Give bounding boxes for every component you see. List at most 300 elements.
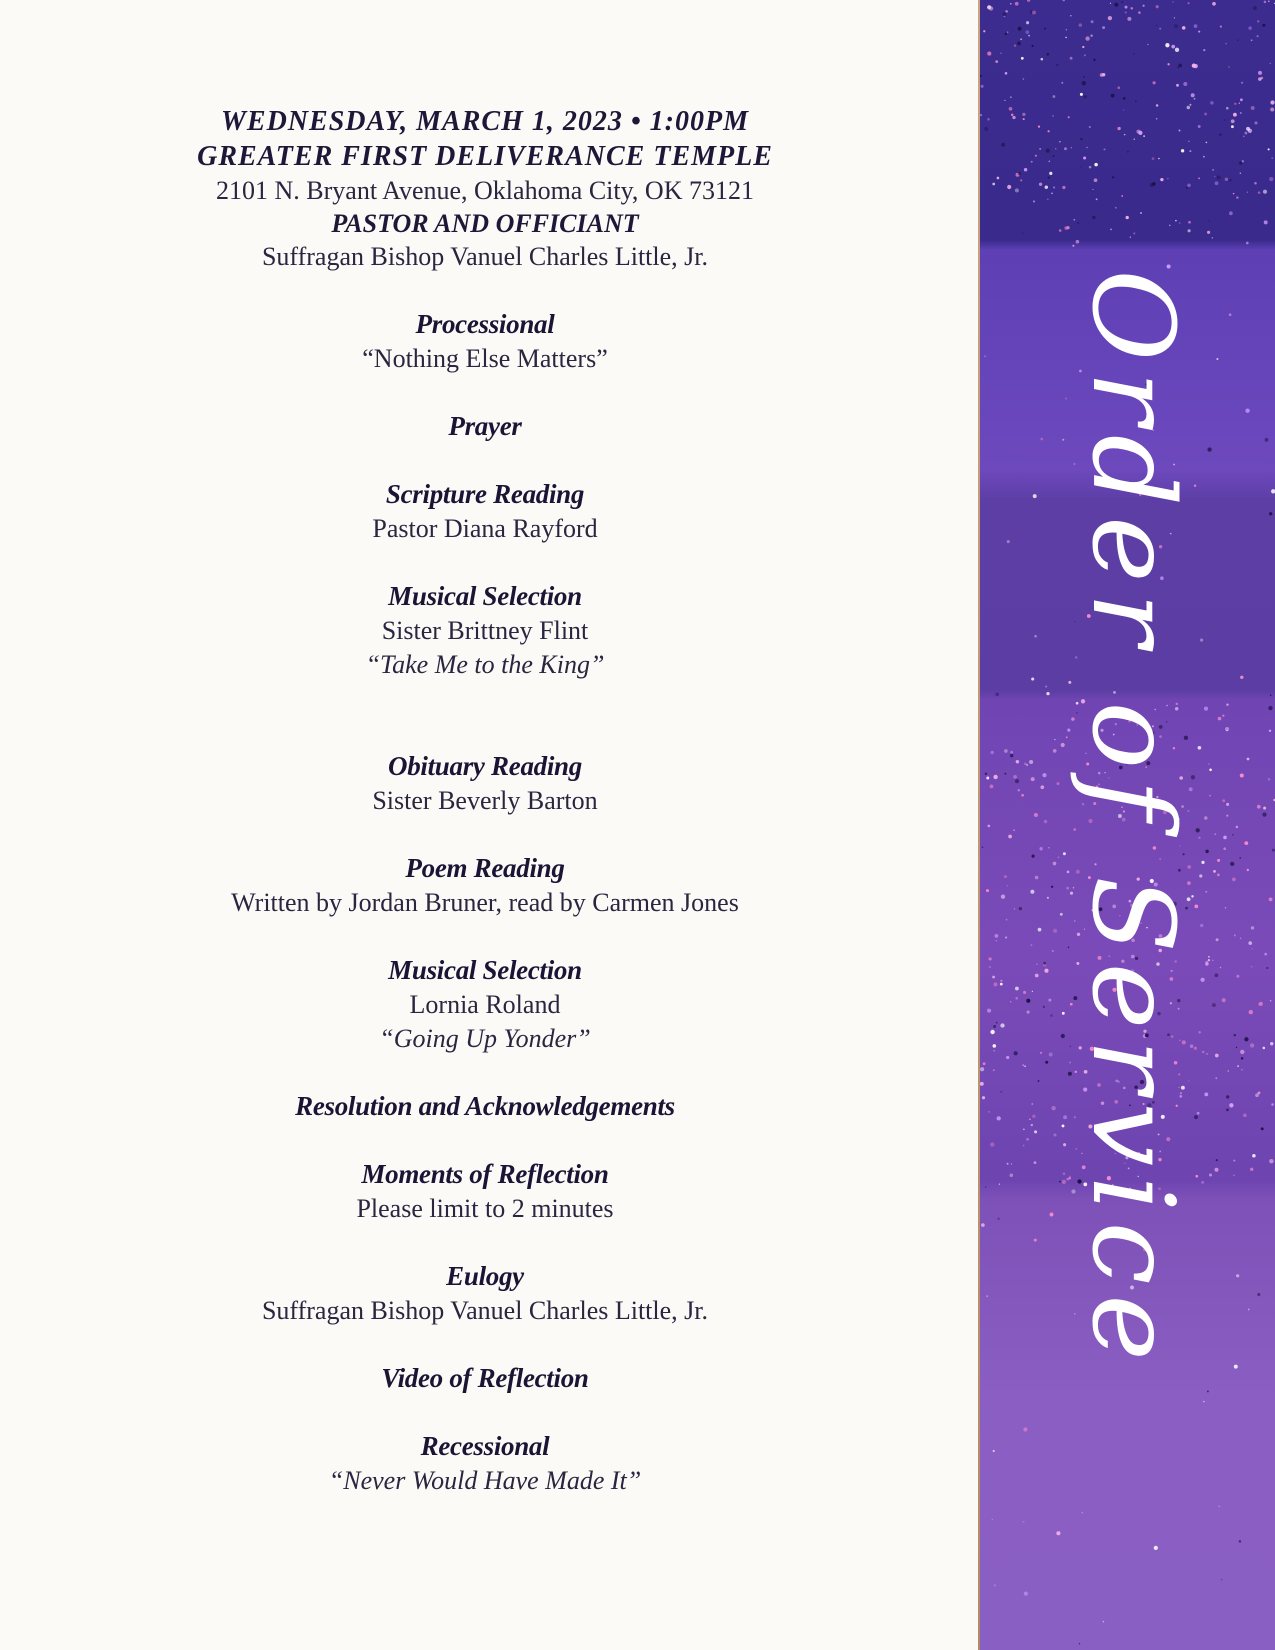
glitter-dot bbox=[1086, 147, 1087, 148]
glitter-dot bbox=[1175, 48, 1179, 52]
glitter-dot bbox=[1027, 0, 1030, 2]
glitter-dot bbox=[1226, 1095, 1229, 1098]
glitter-dot bbox=[1271, 1103, 1274, 1106]
glitter-dot bbox=[992, 1519, 993, 1520]
glitter-dot bbox=[1133, 138, 1135, 140]
glitter-dot bbox=[1094, 178, 1098, 182]
glitter-dot bbox=[1204, 707, 1208, 711]
glitter-dot bbox=[1007, 31, 1008, 32]
glitter-dot bbox=[1192, 64, 1196, 68]
glitter-dot bbox=[1270, 100, 1274, 104]
glitter-dot bbox=[1263, 1047, 1266, 1050]
glitter-dot bbox=[986, 777, 989, 780]
glitter-dot bbox=[1048, 177, 1050, 179]
glitter-dot bbox=[1159, 28, 1161, 30]
glitter-dot bbox=[1138, 131, 1142, 135]
glitter-dot bbox=[1061, 82, 1063, 84]
glitter-dot bbox=[1021, 794, 1024, 797]
glitter-dot bbox=[1197, 1112, 1200, 1115]
glitter-dot bbox=[1226, 803, 1229, 806]
glitter-dot bbox=[1034, 813, 1038, 817]
glitter-dot bbox=[980, 1082, 984, 1086]
glitter-dot bbox=[1072, 245, 1074, 247]
program-item-detail: “Going Up Yonder” bbox=[379, 1024, 591, 1053]
glitter-dot bbox=[1056, 1531, 1060, 1535]
glitter-dot bbox=[1000, 983, 1003, 986]
glitter-dot bbox=[1031, 161, 1033, 163]
glitter-dot bbox=[1212, 1003, 1216, 1007]
glitter-dot bbox=[1263, 190, 1267, 194]
glitter-dot bbox=[987, 118, 990, 121]
glitter-dot bbox=[1053, 862, 1057, 866]
glitter-dot bbox=[1251, 39, 1253, 41]
glitter-dot bbox=[983, 30, 985, 32]
glitter-dot bbox=[1062, 1012, 1065, 1015]
glitter-dot bbox=[1033, 200, 1035, 202]
glitter-dot bbox=[1054, 739, 1055, 740]
glitter-dot bbox=[1056, 64, 1058, 66]
glitter-dot bbox=[1270, 108, 1274, 112]
glitter-dot bbox=[1152, 157, 1155, 160]
glitter-dot bbox=[1204, 1092, 1208, 1096]
glitter-dot bbox=[1247, 191, 1248, 192]
glitter-dot bbox=[1247, 869, 1249, 871]
glitter-dot bbox=[1198, 125, 1201, 128]
glitter-dot bbox=[1234, 1034, 1237, 1037]
glitter-dot bbox=[1199, 874, 1202, 877]
glitter-dot bbox=[1017, 42, 1021, 46]
glitter-dot bbox=[1224, 119, 1226, 121]
glitter-dot bbox=[1208, 959, 1210, 961]
glitter-dot bbox=[1039, 847, 1042, 850]
program-item bbox=[150, 409, 820, 444]
glitter-dot bbox=[1208, 763, 1210, 765]
glitter-dot bbox=[1226, 107, 1229, 110]
glitter-dot bbox=[993, 1025, 996, 1028]
glitter-dot bbox=[1040, 1052, 1042, 1054]
officiant-label: PASTOR AND OFFICIANT bbox=[331, 209, 639, 238]
glitter-dot bbox=[1189, 150, 1191, 152]
glitter-dot bbox=[1079, 1643, 1080, 1644]
glitter-dot bbox=[1218, 1505, 1220, 1507]
glitter-dot bbox=[1240, 676, 1243, 679]
glitter-dot bbox=[1021, 57, 1024, 60]
glitter-dot bbox=[1009, 107, 1013, 111]
glitter-dot bbox=[1010, 751, 1013, 754]
glitter-dot bbox=[1208, 220, 1209, 221]
glitter-dot bbox=[1024, 1065, 1026, 1067]
glitter-dot bbox=[1200, 978, 1204, 982]
glitter-dot bbox=[1073, 219, 1075, 221]
glitter-dot bbox=[1123, 109, 1124, 110]
glitter-dot bbox=[1058, 856, 1060, 858]
glitter-dot bbox=[1205, 850, 1208, 853]
glitter-dot bbox=[1092, 216, 1095, 219]
glitter-dot bbox=[1014, 908, 1015, 909]
glitter-dot bbox=[1241, 1057, 1243, 1059]
glitter-dot bbox=[1030, 944, 1032, 946]
glitter-dot bbox=[1114, 3, 1118, 7]
glitter-dot bbox=[1125, 6, 1128, 9]
glitter-dot bbox=[1233, 193, 1234, 194]
glitter-dot bbox=[1063, 852, 1066, 855]
program-item-detail: Written by Jordan Bruner, read by Carmen Jones bbox=[231, 888, 739, 917]
glitter-dot bbox=[982, 846, 984, 848]
glitter-dot bbox=[1138, 11, 1141, 14]
glitter-dot bbox=[1268, 706, 1272, 710]
glitter-dot bbox=[1040, 785, 1044, 789]
glitter-dot bbox=[1004, 773, 1006, 775]
glitter-dot bbox=[1229, 179, 1232, 182]
glitter-dot bbox=[1103, 1621, 1105, 1623]
glitter-dot bbox=[1188, 221, 1191, 224]
glitter-dot bbox=[1062, 439, 1064, 441]
glitter-dot bbox=[1249, 1010, 1253, 1014]
glitter-dot bbox=[1251, 926, 1254, 929]
glitter-dot bbox=[1266, 967, 1268, 969]
glitter-dot bbox=[1194, 24, 1198, 28]
program-item-title: Video of Reflection bbox=[381, 1363, 589, 1393]
glitter-dot bbox=[1194, 98, 1196, 100]
glitter-dot bbox=[984, 355, 986, 357]
glitter-dot bbox=[1178, 64, 1182, 68]
glitter-dot bbox=[1258, 71, 1262, 75]
glitter-dot bbox=[1268, 778, 1271, 781]
glitter-dot bbox=[1007, 1163, 1009, 1165]
glitter-dot bbox=[1240, 173, 1241, 174]
glitter-dot bbox=[1207, 447, 1211, 451]
glitter-dot bbox=[1254, 121, 1257, 124]
glitter-dot bbox=[1012, 116, 1015, 119]
glitter-dot bbox=[1265, 438, 1269, 442]
glitter-dot bbox=[1047, 53, 1050, 56]
glitter-dot bbox=[1247, 758, 1250, 761]
glitter-dot bbox=[1233, 1174, 1235, 1176]
glitter-dot bbox=[1032, 10, 1036, 14]
glitter-dot bbox=[1253, 6, 1257, 10]
glitter-dot bbox=[1216, 938, 1219, 941]
glitter-dot bbox=[1212, 2, 1216, 6]
glitter-dot bbox=[989, 966, 991, 968]
glitter-dot bbox=[1169, 225, 1170, 226]
glitter-dot bbox=[1251, 106, 1255, 110]
glitter-dot bbox=[1047, 897, 1049, 899]
glitter-dot bbox=[1032, 1103, 1033, 1104]
program-item bbox=[150, 1361, 820, 1396]
glitter-dot bbox=[1216, 358, 1218, 360]
glitter-dot bbox=[1215, 1077, 1217, 1079]
glitter-dot bbox=[1261, 1127, 1264, 1130]
glitter-dot bbox=[1010, 754, 1013, 757]
glitter-dot bbox=[1131, 7, 1133, 9]
glitter-dot bbox=[1198, 837, 1200, 839]
glitter-dot bbox=[1270, 1042, 1273, 1045]
glitter-dot bbox=[1240, 112, 1242, 114]
program-item-title: Obituary Reading bbox=[388, 751, 582, 781]
glitter-dot bbox=[1002, 12, 1006, 16]
glitter-dot bbox=[1006, 919, 1008, 921]
glitter-dot bbox=[995, 934, 999, 938]
glitter-dot bbox=[1179, 130, 1181, 132]
glitter-dot bbox=[1215, 1168, 1219, 1172]
glitter-dot bbox=[1233, 1160, 1235, 1162]
glitter-dot bbox=[1230, 862, 1234, 866]
program-item-detail: Please limit to 2 minutes bbox=[356, 1194, 614, 1223]
glitter-dot bbox=[1039, 148, 1041, 150]
glitter-dot bbox=[1174, 24, 1178, 28]
glitter-dot bbox=[1005, 10, 1008, 13]
program-item-detail: “Never Would Have Made It” bbox=[328, 1466, 642, 1495]
glitter-dot bbox=[1049, 172, 1052, 175]
glitter-dot bbox=[1212, 169, 1214, 171]
glitter-dot bbox=[996, 940, 998, 942]
glitter-dot bbox=[1188, 229, 1191, 232]
glitter-dot bbox=[1034, 1239, 1037, 1242]
glitter-dot bbox=[1208, 956, 1210, 958]
glitter-dot bbox=[1084, 54, 1086, 56]
glitter-dot bbox=[1083, 156, 1086, 159]
glitter-dot bbox=[1004, 100, 1005, 101]
glitter-dot bbox=[1237, 40, 1238, 41]
glitter-dot bbox=[993, 775, 997, 779]
glitter-dot bbox=[1199, 1031, 1201, 1033]
glitter-dot bbox=[1176, 84, 1179, 87]
glitter-dot bbox=[1204, 113, 1207, 116]
glitter-dot bbox=[1005, 33, 1007, 35]
glitter-dot bbox=[1217, 859, 1220, 862]
glitter-dot bbox=[1127, 17, 1131, 21]
glitter-dot bbox=[997, 1116, 1001, 1120]
glitter-dot bbox=[1055, 148, 1057, 150]
glitter-dot bbox=[1222, 799, 1225, 802]
glitter-dot bbox=[1093, 59, 1095, 61]
glitter-dot bbox=[1029, 760, 1033, 764]
glitter-dot bbox=[980, 75, 982, 77]
glitter-dot bbox=[1257, 20, 1259, 22]
glitter-dot bbox=[992, 1044, 996, 1048]
glitter-dot bbox=[1198, 31, 1200, 33]
glitter-dot bbox=[1038, 928, 1042, 932]
glitter-dot bbox=[1133, 53, 1135, 55]
glitter-dot bbox=[1222, 715, 1224, 717]
glitter-dot bbox=[1111, 94, 1115, 98]
glitter-dot bbox=[1060, 913, 1063, 916]
glitter-dot bbox=[1207, 1390, 1209, 1392]
glitter-dot bbox=[1035, 974, 1039, 978]
glitter-dot bbox=[997, 177, 1000, 180]
glitter-dot bbox=[1252, 1154, 1256, 1158]
glitter-dot bbox=[981, 85, 984, 88]
glitter-dot bbox=[1061, 743, 1065, 747]
glitter-dot bbox=[1000, 1023, 1004, 1027]
glitter-dot bbox=[987, 1009, 991, 1013]
glitter-dot bbox=[1236, 826, 1238, 828]
glitter-dot bbox=[995, 693, 999, 697]
glitter-dot bbox=[999, 1183, 1000, 1184]
glitter-dot bbox=[1102, 26, 1105, 29]
glitter-dot bbox=[1026, 1138, 1029, 1141]
glitter-dot bbox=[1240, 938, 1241, 939]
glitter-dot bbox=[1035, 876, 1039, 880]
glitter-dot bbox=[1007, 540, 1010, 543]
glitter-dot bbox=[1198, 177, 1200, 179]
glitter-dot bbox=[1027, 1011, 1030, 1014]
glitter-dot bbox=[1215, 1054, 1219, 1058]
glitter-dot bbox=[1201, 1181, 1204, 1184]
glitter-dot bbox=[1011, 1163, 1012, 1164]
program-item-detail: “Take Me to the King” bbox=[365, 650, 605, 679]
glitter-dot bbox=[1239, 1540, 1241, 1542]
glitter-dot bbox=[1251, 966, 1253, 968]
glitter-dot bbox=[1239, 857, 1241, 859]
glitter-dot bbox=[1023, 991, 1026, 994]
glitter-dot bbox=[1127, 151, 1129, 153]
glitter-dot bbox=[1254, 182, 1257, 185]
glitter-dot bbox=[1024, 168, 1027, 171]
glitter-dot bbox=[1172, 1, 1173, 2]
glitter-dot bbox=[1050, 1014, 1052, 1016]
glitter-dot bbox=[1080, 138, 1082, 140]
program-item-detail: “Nothing Else Matters” bbox=[362, 344, 608, 373]
glitter-dot bbox=[1063, 1173, 1066, 1176]
glitter-dot bbox=[1084, 95, 1087, 98]
glitter-dot bbox=[1156, 118, 1158, 120]
program-item-title: Resolution and Acknowledgements bbox=[295, 1091, 675, 1121]
glitter-dot bbox=[1040, 438, 1043, 441]
glitter-dot bbox=[1232, 878, 1236, 882]
glitter-dot bbox=[987, 52, 991, 56]
glitter-dot bbox=[1181, 149, 1184, 152]
glitter-dot bbox=[992, 976, 995, 979]
program-item bbox=[150, 851, 820, 920]
glitter-dot bbox=[1042, 773, 1046, 777]
glitter-dot bbox=[1271, 489, 1275, 493]
glitter-dot bbox=[1035, 155, 1037, 157]
glitter-dot bbox=[1007, 885, 1008, 886]
glitter-dot bbox=[1053, 155, 1055, 157]
glitter-dot bbox=[1053, 1133, 1056, 1136]
glitter-dot bbox=[1203, 1401, 1205, 1403]
glitter-dot bbox=[1014, 1051, 1018, 1055]
glitter-dot bbox=[1225, 178, 1228, 181]
glitter-dot bbox=[1160, 178, 1163, 181]
glitter-dot bbox=[1229, 211, 1233, 215]
glitter-dot bbox=[1251, 948, 1252, 949]
glitter-dot bbox=[1032, 991, 1033, 992]
glitter-dot bbox=[1110, 229, 1112, 231]
glitter-dot bbox=[1091, 20, 1094, 23]
glitter-dot bbox=[1264, 953, 1267, 956]
program-item bbox=[150, 953, 820, 1056]
glitter-dot bbox=[1226, 704, 1228, 706]
glitter-dot bbox=[1090, 35, 1092, 37]
glitter-dot bbox=[1032, 45, 1034, 47]
glitter-dot bbox=[1004, 875, 1007, 878]
glitter-dot bbox=[1250, 1168, 1253, 1171]
glitter-dot bbox=[994, 1050, 995, 1051]
program-item-title: Processional bbox=[415, 309, 555, 339]
glitter-dot bbox=[1010, 1001, 1011, 1002]
glitter-dot bbox=[1147, 44, 1148, 45]
glitter-dot bbox=[984, 127, 988, 131]
glitter-dot bbox=[1036, 963, 1037, 964]
glitter-dot bbox=[1245, 409, 1249, 413]
glitter-dot bbox=[1062, 1124, 1065, 1127]
glitter-dot bbox=[1059, 141, 1060, 142]
glitter-dot bbox=[1222, 998, 1226, 1002]
glitter-dot bbox=[1121, 1, 1123, 3]
glitter-dot bbox=[1031, 777, 1035, 781]
glitter-dot bbox=[1053, 186, 1055, 188]
glitter-dot bbox=[1019, 907, 1022, 910]
glitter-dot bbox=[1115, 207, 1117, 209]
glitter-dot bbox=[1203, 49, 1205, 51]
glitter-dot bbox=[1032, 1115, 1035, 1118]
glitter-dot bbox=[1187, 184, 1191, 188]
glitter-dot bbox=[997, 1218, 999, 1220]
glitter-dot bbox=[1264, 1, 1267, 4]
glitter-dot bbox=[980, 114, 982, 116]
glitter-dot bbox=[1231, 125, 1234, 128]
glitter-dot bbox=[1220, 967, 1222, 969]
glitter-dot bbox=[1046, 692, 1049, 695]
glitter-dot bbox=[1236, 1274, 1239, 1277]
program-item-title: Eulogy bbox=[446, 1261, 524, 1291]
glitter-dot bbox=[1026, 999, 1030, 1003]
glitter-dot bbox=[1236, 196, 1238, 198]
glitter-dot bbox=[994, 982, 998, 986]
glitter-dot bbox=[1269, 730, 1271, 732]
glitter-dot bbox=[1239, 161, 1243, 165]
glitter-dot bbox=[1220, 26, 1222, 28]
program-item bbox=[150, 1259, 820, 1328]
glitter-dot bbox=[1174, 17, 1175, 18]
glitter-dot bbox=[1010, 1174, 1014, 1178]
glitter-dot bbox=[1269, 898, 1273, 902]
glitter-dot bbox=[1059, 1181, 1061, 1183]
glitter-dot bbox=[1270, 63, 1271, 64]
service-header bbox=[150, 104, 820, 273]
venue-address: 2101 N. Bryant Avenue, Oklahoma City, OK 73121 bbox=[216, 176, 754, 205]
glitter-dot bbox=[1223, 847, 1226, 850]
glitter-dot bbox=[1167, 265, 1171, 269]
program-item bbox=[150, 1157, 820, 1226]
glitter-dot bbox=[1001, 143, 1005, 147]
glitter-dot bbox=[1024, 1591, 1028, 1595]
glitter-dot bbox=[1262, 813, 1266, 817]
glitter-dot bbox=[1094, 163, 1098, 167]
glitter-dot bbox=[1032, 855, 1035, 858]
glitter-dot bbox=[1070, 15, 1071, 16]
glitter-dot bbox=[1167, 63, 1169, 65]
glitter-dot bbox=[1031, 1124, 1033, 1126]
glitter-dot bbox=[1179, 222, 1181, 224]
glitter-dot bbox=[1070, 57, 1073, 60]
program-item-title: Musical Selection bbox=[388, 955, 582, 985]
glitter-dot bbox=[1248, 26, 1251, 29]
glitter-dot bbox=[1234, 103, 1236, 105]
glitter-dot bbox=[1015, 2, 1019, 6]
glitter-dot bbox=[1225, 43, 1227, 45]
glitter-dot bbox=[1257, 1293, 1260, 1296]
glitter-dot bbox=[1232, 834, 1234, 836]
glitter-dot bbox=[1205, 962, 1208, 965]
glitter-dot bbox=[1033, 494, 1037, 498]
glitter-dot bbox=[1240, 1050, 1244, 1054]
glitter-dot bbox=[1045, 185, 1048, 188]
program-item-title: Moments of Reflection bbox=[361, 1159, 609, 1189]
glitter-dot bbox=[1014, 45, 1016, 47]
